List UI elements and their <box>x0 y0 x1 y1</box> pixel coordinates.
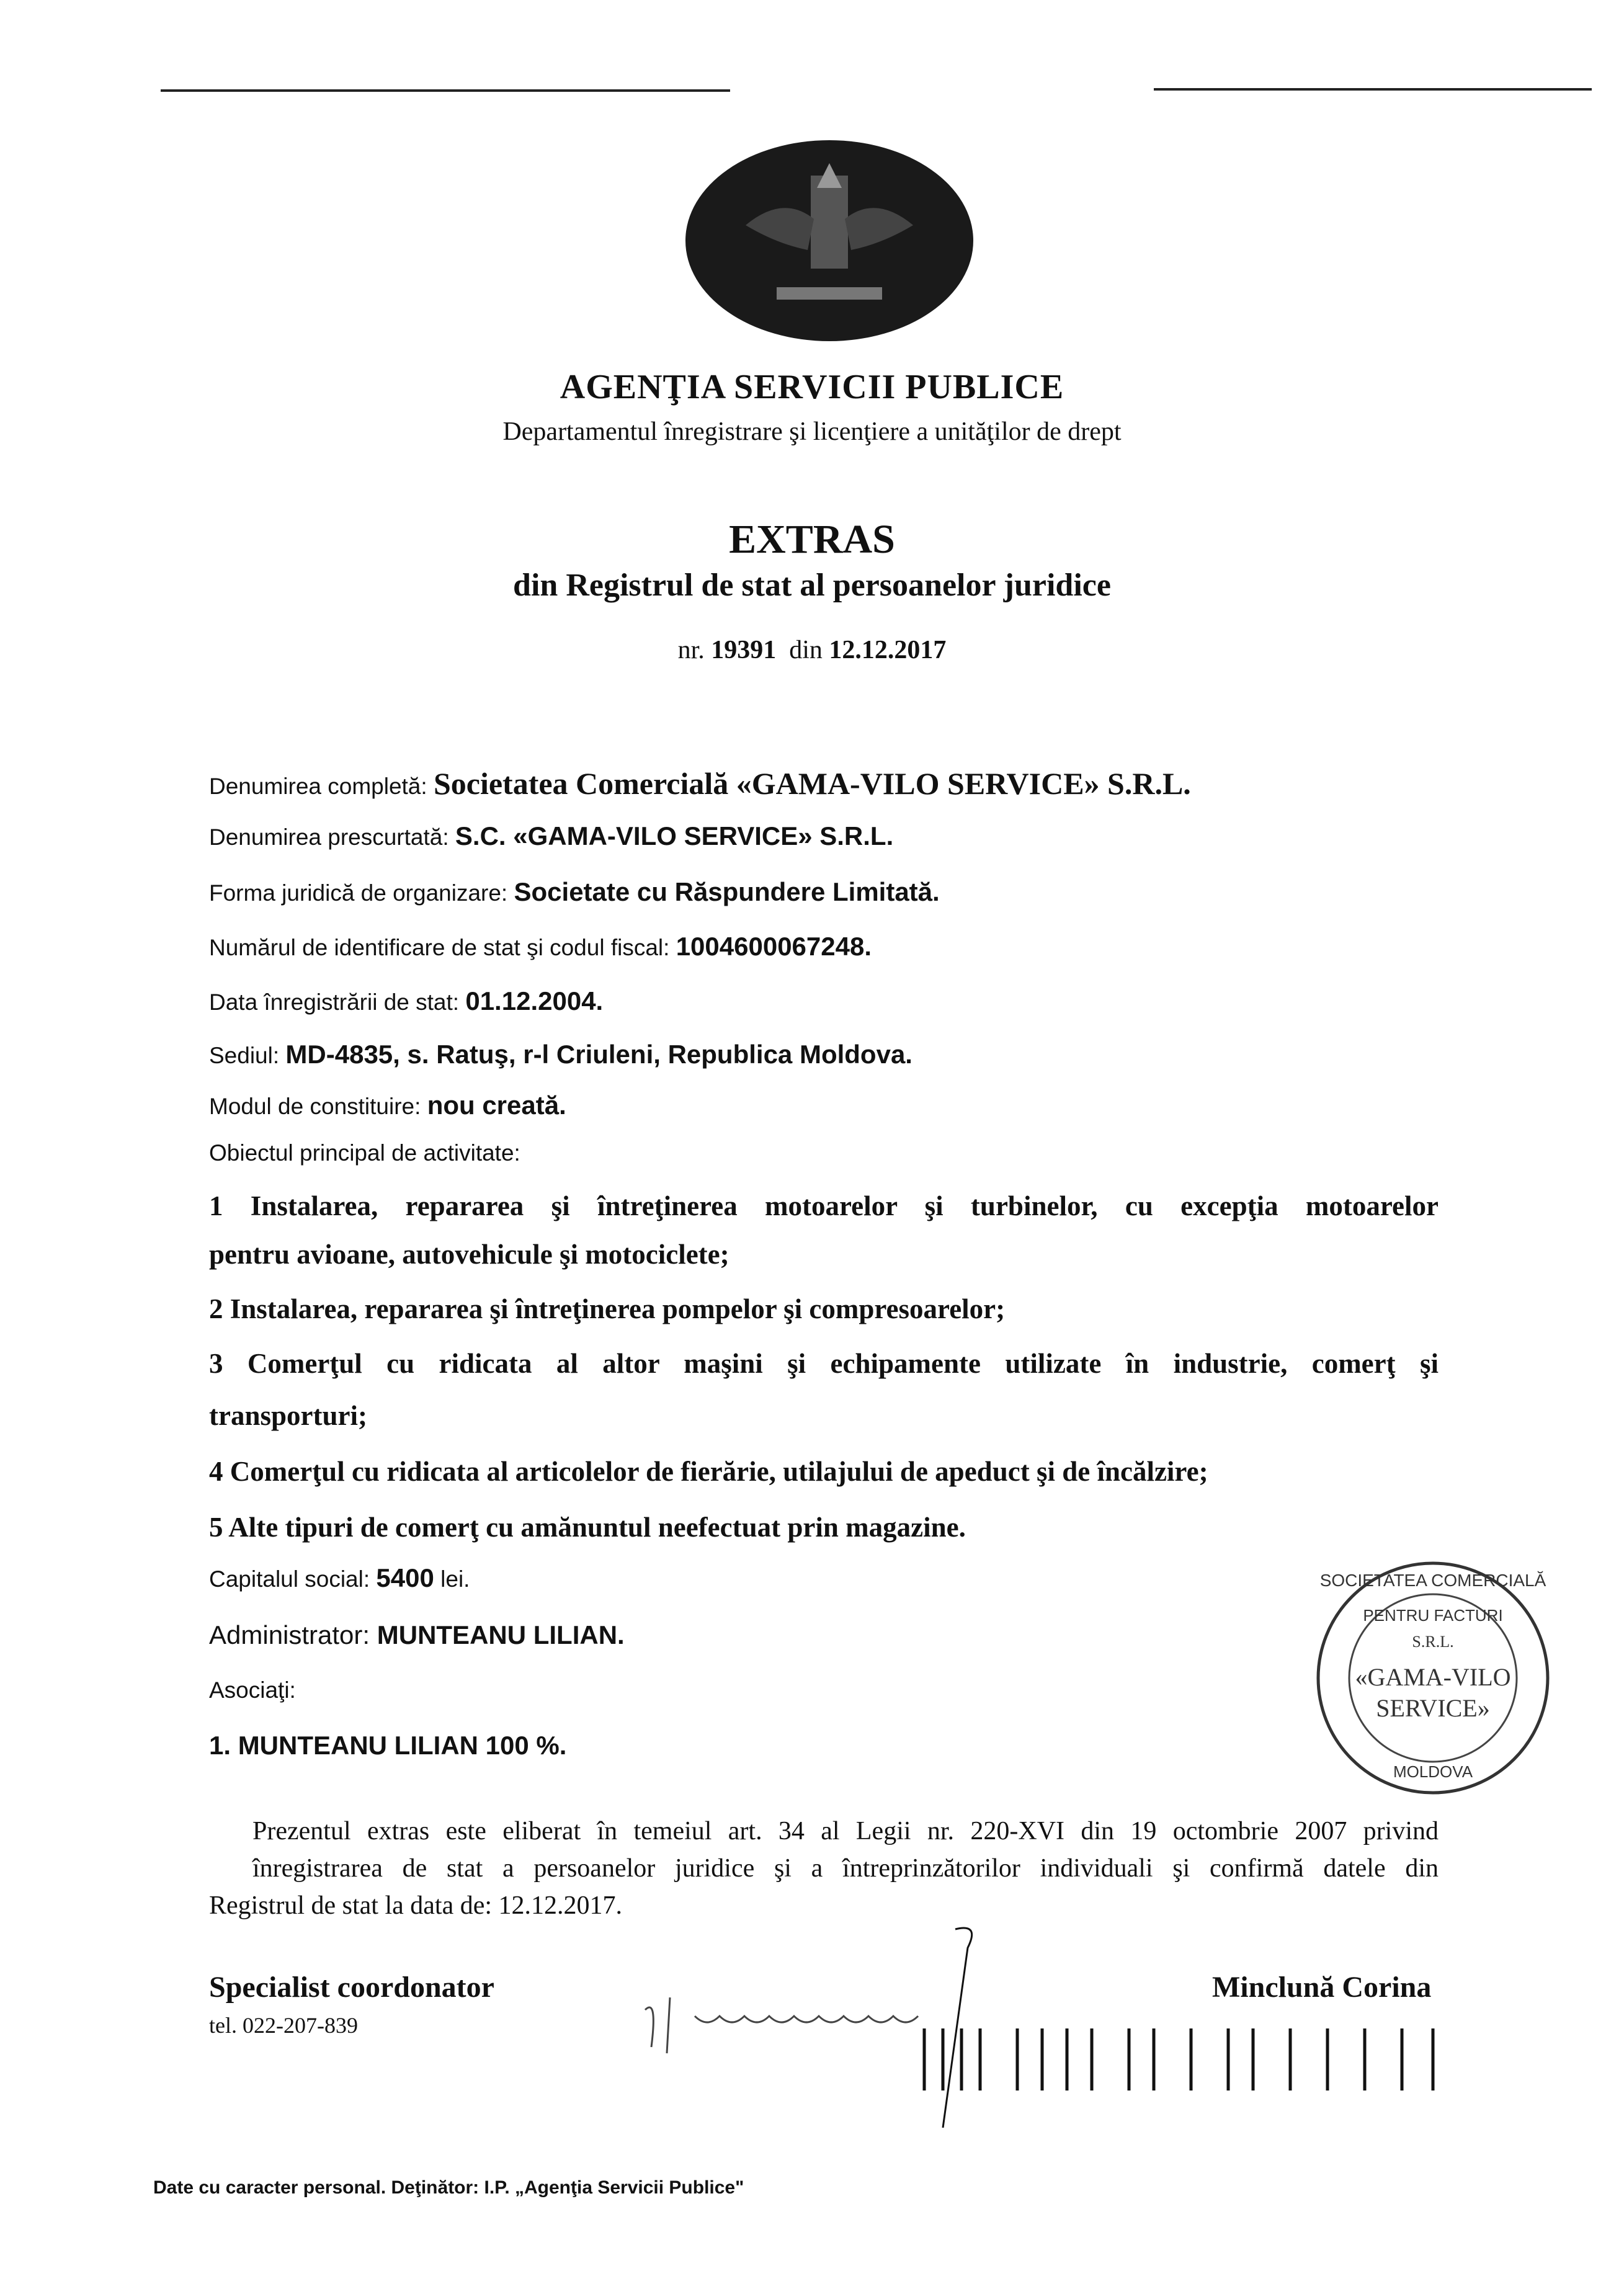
field-label: Forma juridică de organizare: <box>209 880 508 906</box>
field-idno <box>209 932 1439 962</box>
footer-note: Date cu caracter personal. Deţinător: I.P. „Agenţia Servicii Publice" <box>153 2177 744 2198</box>
department-name: Departamentul înregistrare şi licenţiere a unităţilor de drept <box>502 417 1122 446</box>
stamp-bottom: MOLDOVA <box>1393 1762 1473 1781</box>
capital-value: 5400 <box>376 1563 434 1592</box>
administrator-label: Administrator: <box>209 1620 370 1649</box>
company-stamp <box>1303 1554 1576 1802</box>
statement-line: înregistrarea de stat a persoanelor juridice şi a întreprinzătorilor individuali şi confirmă datele din <box>252 1854 1439 1883</box>
field-label: Denumirea prescurtată: <box>209 824 449 850</box>
field-label: Numărul de identificare de stat şi codul fiscal: <box>209 935 670 960</box>
top-rule-right <box>1154 88 1592 91</box>
document-title: EXTRAS <box>729 517 895 562</box>
associates-label: Asociaţi: <box>209 1677 296 1703</box>
stamp-name-1: «GAMA-VILO <box>1355 1663 1511 1691</box>
capital-label: Capitalul social: <box>209 1566 370 1592</box>
field-label: Data înregistrării de stat: <box>209 989 460 1015</box>
handwritten-signature <box>633 1923 1458 2128</box>
activity-item: transporturi; <box>209 1400 367 1431</box>
activity-item: 1 Instalarea, repararea şi întreţinerea motoarelor şi turbinelor, cu excepţia motoarelor <box>209 1190 1439 1221</box>
associate-item <box>209 1731 1439 1760</box>
administrator-value: MUNTEANU LILIAN. <box>377 1620 625 1649</box>
issue-date: 12.12.2017 <box>829 636 947 664</box>
activity-item: pentru avioane, autovehicule şi motociclete; <box>209 1239 729 1270</box>
nr-label: nr. <box>677 636 705 664</box>
signatory-name: Minclună Corina <box>1212 1971 1432 2004</box>
activity-item: 5 Alte tipuri de comerţ cu amănuntul neefectuat prin magazine. <box>209 1512 966 1543</box>
field-value: Societatea Comercială «GAMA-VILO SERVICE» S.R.L. <box>433 766 1191 801</box>
field-address <box>209 1040 1439 1069</box>
field-short-name <box>209 821 1439 851</box>
nr-value: 19391 <box>711 636 777 664</box>
administrator <box>209 1620 1439 1650</box>
signatory-phone: tel. 022-207-839 <box>209 2013 358 2038</box>
field-activity-label <box>209 1140 1439 1166</box>
document-subtitle: din Registrul de stat al persoanelor juridice <box>513 568 1111 603</box>
capital <box>209 1563 1439 1593</box>
document-number <box>0 635 1624 665</box>
field-label: Modul de constituire: <box>209 1094 421 1119</box>
field-value: S.C. «GAMA-VILO SERVICE» S.R.L. <box>455 821 894 850</box>
statement-paragraph <box>209 1813 1439 1924</box>
field-constitution <box>209 1091 1439 1120</box>
associate-value: 1. MUNTEANU LILIAN 100 %. <box>209 1731 567 1760</box>
field-value: MD-4835, s. Ratuş, r-l Criuleni, Republica Moldova. <box>285 1040 912 1069</box>
field-value: 1004600067248. <box>676 932 872 961</box>
signatory-role: Specialist coordonator <box>209 1971 494 2004</box>
stamp-ring: SOCIETATEA COMERCIALĂ <box>1319 1571 1546 1590</box>
top-rule-left <box>161 89 730 92</box>
statement-line: Registrul de stat la data de: 12.12.2017. <box>209 1891 623 1920</box>
stamp-srl: S.R.L. <box>1412 1633 1454 1651</box>
field-full-name <box>209 765 1439 801</box>
field-label: Denumirea completă: <box>209 774 427 799</box>
activity-item: 4 Comerţul cu ridicata al articolelor de fierărie, utilajului de apeduct şi de încălzire; <box>209 1456 1208 1487</box>
state-emblem-icon <box>684 138 975 343</box>
field-label: Sediul: <box>209 1043 280 1068</box>
field-label: Obiectul principal de activitate: <box>209 1140 520 1166</box>
capital-unit: lei. <box>440 1566 470 1592</box>
field-legal-form <box>209 877 1439 907</box>
activity-item: 2 Instalarea, repararea şi întreţinerea pompelor şi compresoarelor; <box>209 1293 1006 1324</box>
statement-line: Prezentul extras este eliberat în temeiul art. 34 al Legii nr. 220-XVI din 19 octombrie 2007 privind <box>252 1817 1439 1845</box>
stamp-inner: PENTRU FACTURI <box>1363 1606 1503 1625</box>
field-value: nou creată. <box>427 1091 566 1120</box>
agency-name: AGENŢIA SERVICII PUBLICE <box>560 368 1064 406</box>
activity-item: 3 Comerţul cu ridicata al altor maşini şi echipamente utilizate în industrie, comerţ şi <box>209 1348 1439 1379</box>
field-value: 01.12.2004. <box>465 986 604 1015</box>
stamp-name-2: SERVICE» <box>1376 1694 1490 1722</box>
field-value: Societate cu Răspundere Limitată. <box>514 877 940 906</box>
field-registration-date <box>209 986 1439 1016</box>
din-label: din <box>789 636 823 664</box>
